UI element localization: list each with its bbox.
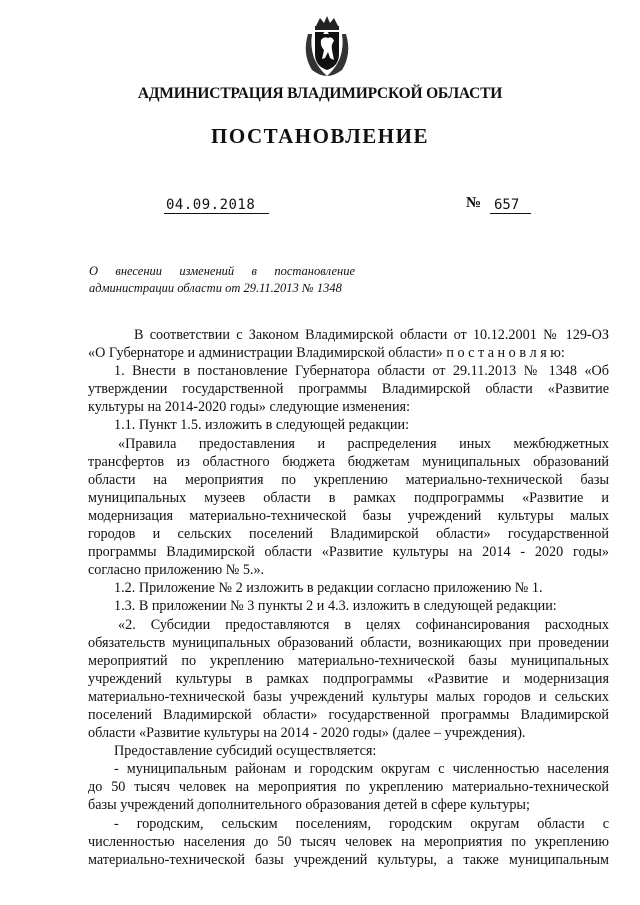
body-line: 1. Внести в постановление Губернатора области от 29.11.2013 № 1348 «Об — [114, 363, 609, 380]
coat-of-arms-icon — [298, 14, 356, 78]
body-line: - муниципальным районам и городским округам с численностью населения — [114, 761, 609, 778]
body-line: «О Губернаторе и администрации Владимирской области» п о с т а н о в л я ю: — [88, 345, 565, 362]
body-line: базы учреждений дополнительного образования детей в сфере культуры; — [88, 797, 530, 814]
body-line: муниципальных музеев области в рамках подпрограммы «Развитие и — [88, 489, 609, 506]
body-line: 1.1. Пункт 1.5. изложить в следующей редакции: — [114, 417, 410, 434]
body-line: материально-технической базы учреждений культуры малых городов и сельских — [88, 688, 609, 705]
body-line: Предоставление субсидий осуществляется: — [114, 743, 377, 760]
body-line: - городским, сельским поселениям, городским округам области с — [114, 815, 609, 832]
organization-title: АДМИНИСТРАЦИЯ ВЛАДИМИРСКОЙ ОБЛАСТИ — [137, 85, 503, 102]
document-subject — [89, 263, 355, 297]
body-line: 1.3. В приложении № 3 пункты 2 и 4.3. изложить в следующей редакции: — [114, 598, 557, 615]
body-line: культуры на 2014-2020 годы» следующие изменения: — [88, 399, 411, 416]
body-line: области «Развитие культуры на 2014 - 2020 годы» (далее – учреждения). — [88, 725, 526, 742]
body-line: материально-технической базы учреждений культуры, а также муниципальным — [88, 851, 609, 868]
body-line: модернизация материально-технической базы учреждений культуры малых — [88, 507, 609, 524]
body-line: согласно приложению № 5.». — [88, 562, 265, 579]
body-line: городов и сельских поселений Владимирской области» государственной — [88, 526, 609, 543]
body-line: численностью населения до 50 тысяч человек на мероприятия по укреплению — [88, 833, 609, 850]
body-line: обязательств муниципальных образований области, возникающих при проведении — [88, 634, 609, 651]
body-line: мероприятий по укреплению материально-технической базы муниципальных — [88, 652, 609, 669]
document-date: 04.09.2018 — [164, 197, 269, 214]
body-line: учреждений культуры в рамках подпрограммы «Развитие и модернизация — [88, 670, 609, 687]
body-line: утверждении государственной программы Владимирской области «Развитие — [88, 381, 609, 398]
number-label: № — [466, 195, 482, 211]
body-line: В соответствии с Законом Владимирской области от 10.12.2001 № 129-ОЗ — [134, 327, 609, 343]
subject-line: О внесении изменений в постановление — [89, 264, 355, 278]
body-line: «Правила предоставления и распределения иных межбюджетных — [118, 435, 609, 452]
subject-line: администрации области от 29.11.2013 № 1348 — [89, 281, 342, 295]
body-line: трансфертов из областного бюджета бюджетам муниципальных образований — [88, 453, 609, 470]
body-line: 1.2. Приложение № 2 изложить в редакции согласно приложению № 1. — [114, 580, 543, 597]
document-type: ПОСТАНОВЛЕНИЕ — [211, 124, 429, 148]
document-number: 657 — [490, 197, 531, 214]
body-line: программы Владимирской области «Развитие культуры на 2014 - 2020 годы» — [88, 544, 609, 561]
body-line: до 50 тысяч человек на мероприятия по укреплению материально-технической — [88, 779, 609, 796]
document-body — [88, 326, 609, 869]
body-line: «2. Субсидии предоставляются в целях софинансирования расходных — [118, 616, 609, 633]
body-line: области на мероприятия по укреплению материально-технической базы — [88, 471, 609, 488]
body-line: поселений Владимирской области» государственной программы Владимирской — [88, 706, 609, 723]
